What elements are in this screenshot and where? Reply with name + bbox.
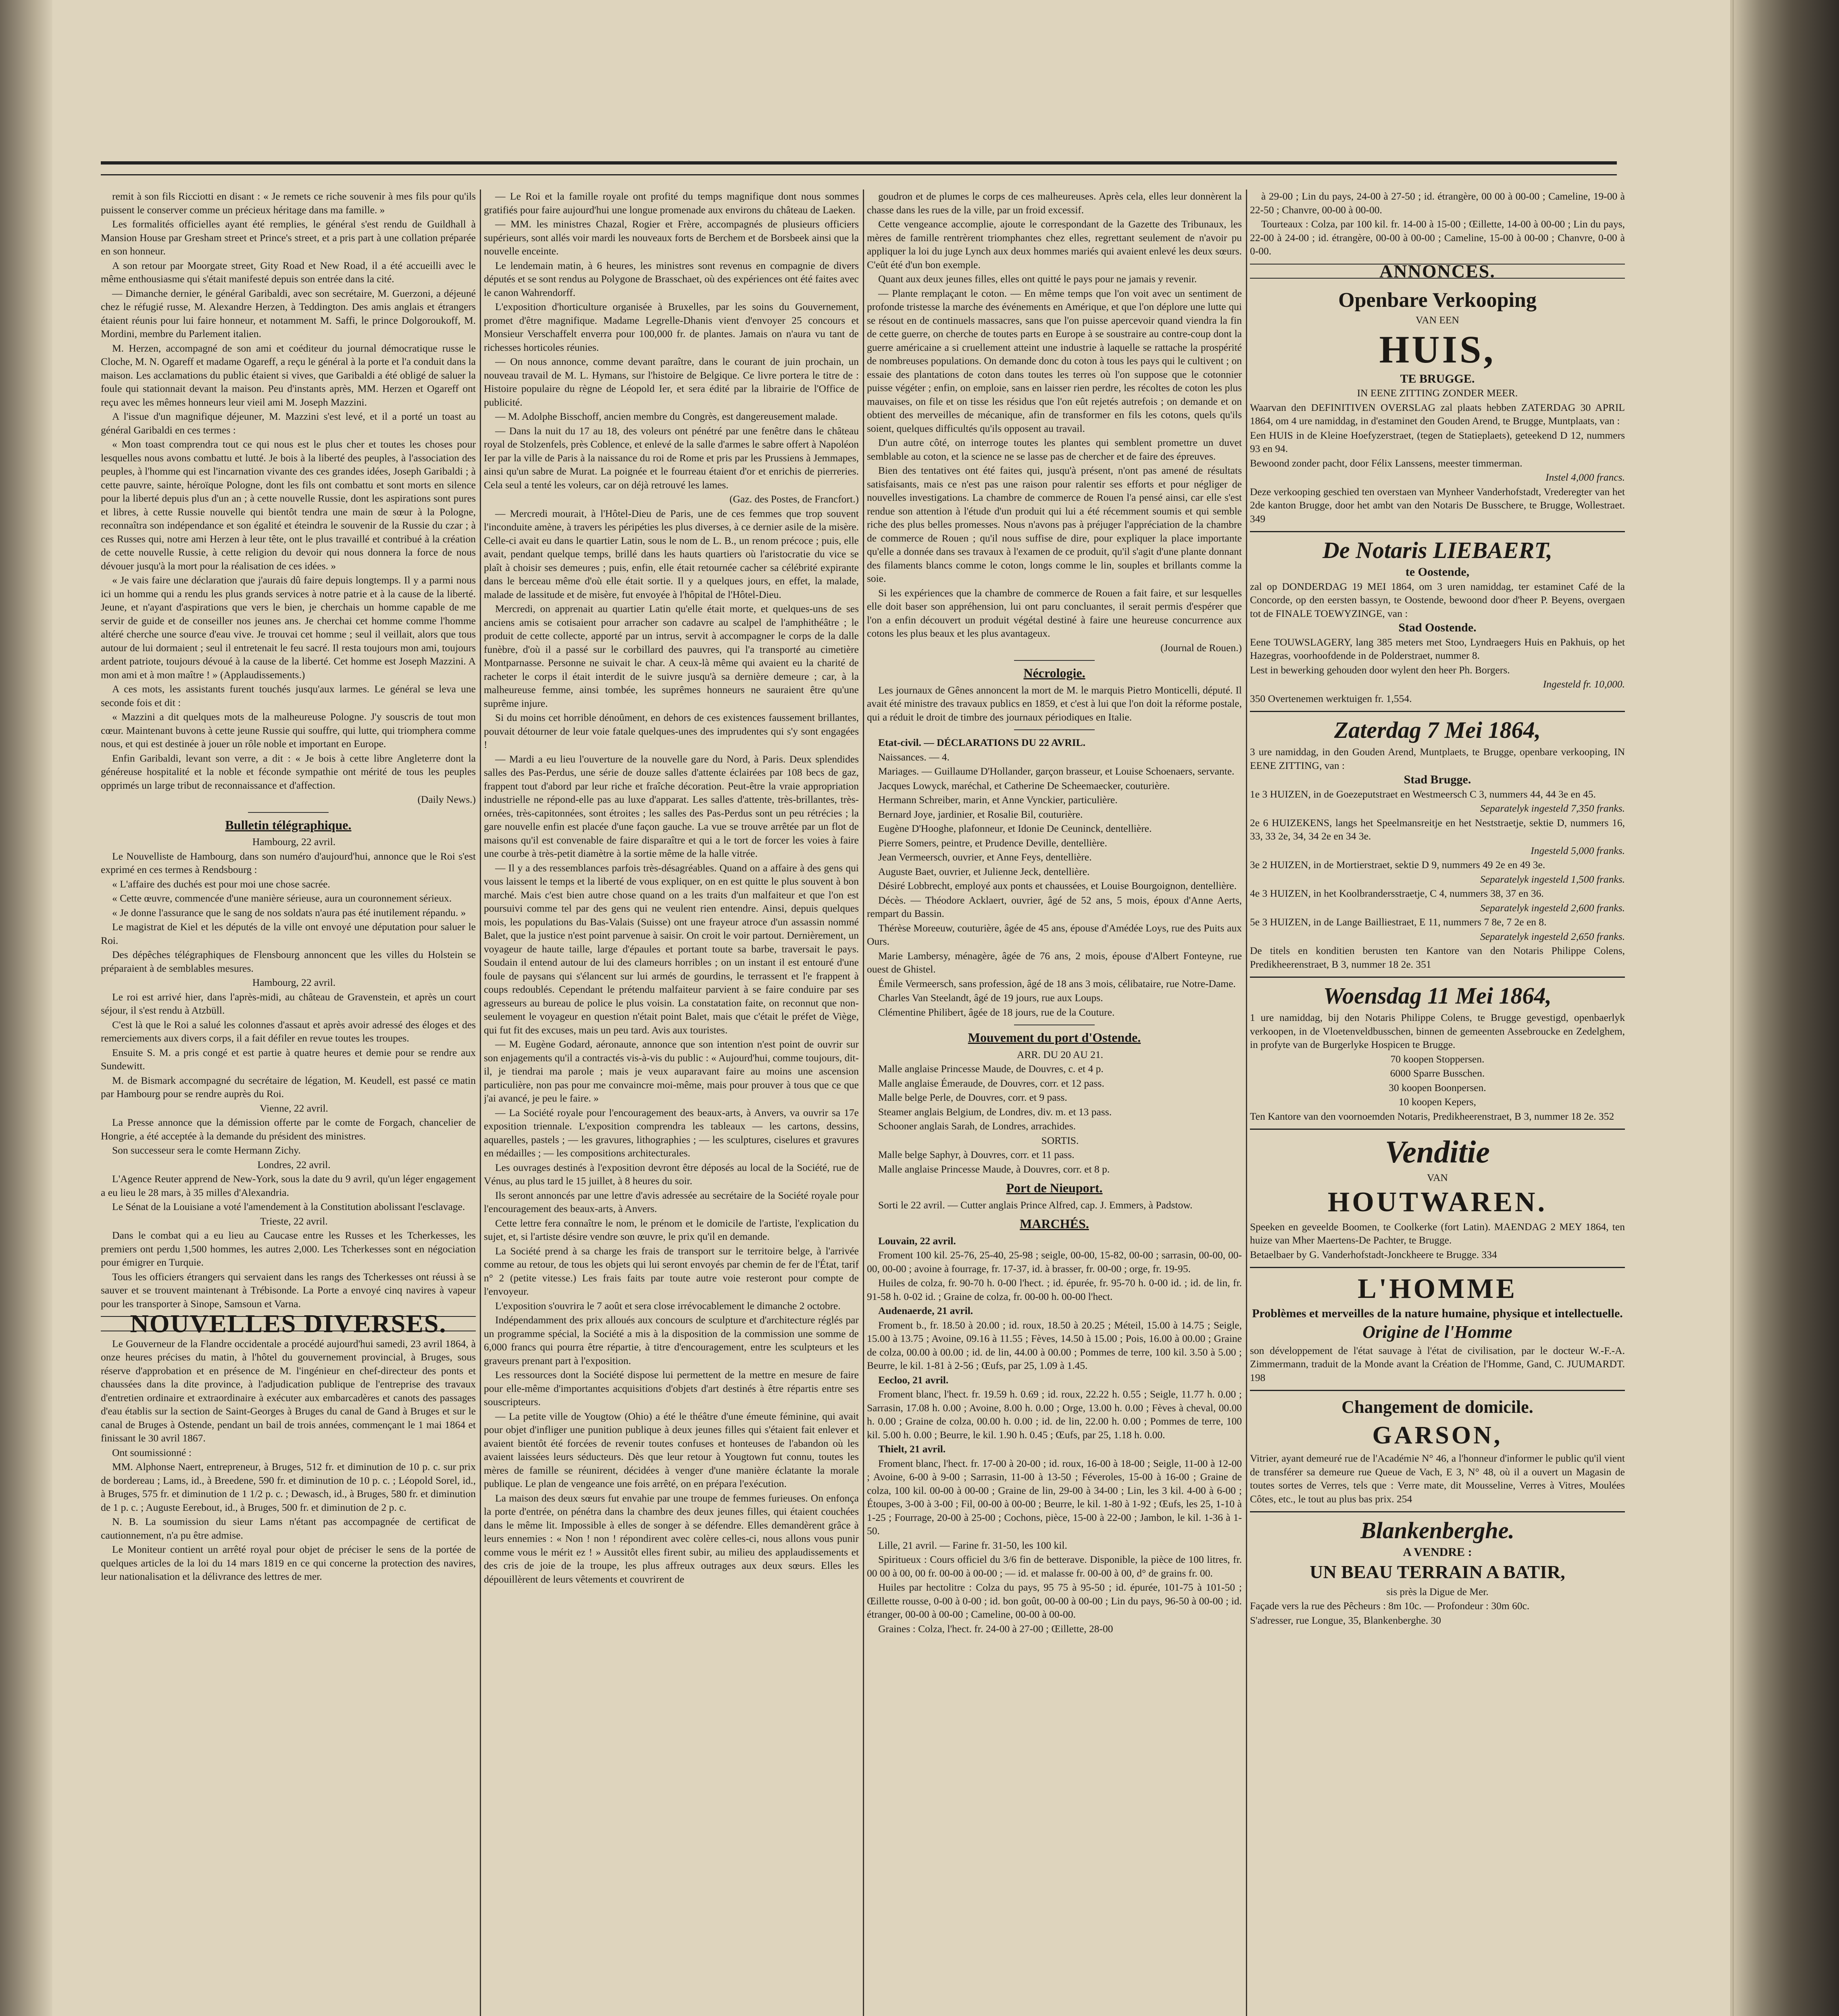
paragraph: M. de Bismark accompagné du secrétaire de légation, M. Keudell, est passé ce matin par Hambourg pour se rendre auprès du Roi. [101, 1074, 476, 1100]
ad-headline: GARSON, [1372, 1422, 1503, 1449]
paragraph: Cette vengeance accomplie, ajoute le correspondant de la Gazette des Tribunaux, les mères de famille rentrèrent triomphantes chez elles, regrettant seulement de n'avoir pu appliquer la loi du juge Lynch aux deux hommes mariés qui avaient enlevé les deux sœurs. C'eût été d'un bon exemple. [867, 218, 1242, 271]
subheading: SORTIS. [1041, 1134, 1079, 1146]
paragraph: Enfin Garibaldi, levant son verre, a dit : « Je bois à cette libre Angleterre dont la généreuse hospitalité et la noble et féconde sympathie ont mérité de tous les peuples opprimés un large tribut de reconnaissance et d'affection. [101, 752, 476, 791]
paragraph: Froment b., fr. 18.50 à 20.00 ; id. roux, 18.50 à 20.25 ; Méteil, 15.00 à 14.75 ; Seigle, 15.00 à 13.75 ; Avoine, 09.16 à 11.55 ; Fèves, 14.50 à 15.00 ; Pois, 16.00 à 00.00 ; Graine de colza, 00.00 à 00.00 ; id. de lin, 44.00 à 00.00 ; Pommes de terre, 100 kil. 3.50 à 5.00 ; Beurre, le kil. 1-81 à 2-56 ; Œufs, par 25, 1.09 à 1.45. [867, 1319, 1242, 1371]
paragraph: Lille, 21 avril. — Farine fr. 31-50, les 100 kil. [878, 1539, 1067, 1551]
section-heading-port-nieuport: Port de Nieuport. [1006, 1181, 1103, 1195]
ad-text: De titels en konditien berusten ten Kantore van den Notaris Philippe Colens, Predikheerenstraet, B 3, nummer 18 2e. 351 [1250, 945, 1625, 970]
ad-line: 10 koopen Kepers, [1399, 1096, 1476, 1108]
subheading: ARR. DU 20 AU 21. [1017, 1048, 1103, 1060]
section-heading-necrologie: Nécrologie. [1023, 666, 1085, 680]
paragraph: Ensuite S. M. a pris congé et est partie à quatre heures et demie pour se rendre aux Sundewitt. [101, 1046, 476, 1072]
paragraph: Tourteaux : Colza, par 100 kil. fr. 14-00 à 15-00 ; Œillette, 14-00 à 00-00 ; Lin du pays, 22-00 à 24-00 ; id. étrangère, 00-00 à 00-00 ; Cameline, 15-00 à 00-00 ; Chanvre, 0-00 à 0-00. [1250, 218, 1625, 257]
ad-subtitle: TE BRUGGE. [1400, 372, 1475, 385]
paragraph: Dans le combat qui a eu lieu au Caucase entre les Russes et les Tcherkesses, les premiers ont perdu 1,500 hommes, les autres 2,000. Les Tcherkesses sont en négociation pour émigrer en Turquie. [101, 1229, 476, 1268]
ad-price: Ingesteld 5,000 franks. [1531, 844, 1625, 856]
paragraph: Hermann Schreiber, marin, et Anne Vynckier, particulière. [878, 794, 1118, 806]
paragraph: Malle anglaise Princesse Maude, de Douvres, c. et 4 p. [878, 1063, 1104, 1075]
separator-rule [1014, 729, 1095, 730]
advertisement-homme [1250, 1268, 1625, 1391]
paragraph: « Cette œuvre, commencée d'une manière sérieuse, aura un couronnement sérieux. [112, 892, 452, 904]
source-credit: (Gaz. des Postes, de Francfort.) [729, 493, 859, 505]
ad-price: Separatelyk ingesteld 1,500 franks. [1480, 873, 1625, 885]
paragraph: — Mardi a eu lieu l'ouverture de la nouvelle gare du Nord, à Paris. Deux splendides salles des Pas-Perdus, une série de douze salles d'attente éclairées par 108 becs de gaz, frappent tout d'abord par leur riche et fraîche décoration. Peut-être la vraie appropriation industrielle ne répond-elle pas au luxe d'apparat. Les salles d'attente, très-brillantes, très-ornées, très-capitonnées, sont étroites ; les salles des Pas-Perdus sont un peu rétrécies ; la gare nouvelle enfin est placée d'une façon gauche. La vue se trouve arrêtée par un flot de maisons qu'il est convenable de faire disparaître et qui a le tort de forcer les voies à faire une courbe à très-petit diamètre à la sortie même de la halle vitrée. [484, 753, 859, 859]
paragraph: « L'affaire des duchés est pour moi une chose sacrée. [112, 878, 330, 890]
paragraph: Quant aux deux jeunes filles, elles ont quitté le pays pour ne jamais y revenir. [878, 273, 1197, 285]
paragraph: Mariages. — Guillaume D'Hollander, garçon brasseur, et Louise Schoenaers, servante. [878, 765, 1235, 777]
paragraph: La Société prend à sa charge les frais de transport sur le territoire belge, à l'arrivée comme au retour, de tous les objets qui lui seront envoyés par chemin de fer de l'État, tarif n° 2 (petite vitesse.) Les frais faits par toute autre voie resteront pour compte de l'envoyeur. [484, 1245, 859, 1297]
top-rule [101, 161, 1617, 175]
market-city: Thielt, 21 avril. [878, 1443, 946, 1455]
paragraph: Malle anglaise Émeraude, de Douvres, corr. et 12 pass. [878, 1077, 1104, 1089]
ad-price: Separatelyk ingesteld 7,350 franks. [1480, 802, 1625, 814]
paragraph: Ont soumissionné : [112, 1446, 192, 1458]
ad-text: 5e 3 HUIZEN, in de Lange Bailliestraet, E 11, nummers 7 8e, 7 2e en 8. [1250, 916, 1547, 928]
ad-text: S'adresser, rue Longue, 35, Blankenberghe. 30 [1250, 1614, 1441, 1626]
newspaper-page [101, 129, 1625, 2016]
paragraph: Le lendemain matin, à 6 heures, les ministres sont revenus en compagnie de divers députés et se sont rendus au Polygone de Brasschaet, où des expériences ont été faites avec le canon Wahrendorff. [484, 259, 859, 298]
ad-text: Bewoond zonder pacht, door Félix Lanssens, meester timmerman. [1250, 457, 1522, 469]
paragraph: Auguste Baet, ouvrier, et Julienne Jeck, dentellière. [878, 865, 1090, 877]
advertisement-liebaert [1250, 532, 1625, 712]
separator-rule [1014, 660, 1095, 661]
ad-title: Openbare Verkooping [1338, 289, 1537, 312]
paragraph: Huiles de colza, fr. 90-70 h. 0-00 l'hect. ; id. épurée, fr. 95-70 h. 0-00 id. ; id. de lin, fr. 91-58 h. 0-02 id. ; Graine de colza, fr. 00-00 h. 00-00 l'hect. [867, 1277, 1242, 1302]
ad-subtitle: Problèmes et merveilles de la nature humaine, physique et intellectuelle. [1252, 1307, 1623, 1320]
ad-text: Deze verkooping geschied ten overstaen van Mynheer Vanderhofstadt, Vrederegter van het 2de kanton Brugge, door het ambt van den Notaris De Busschere, te Brugge, Wollestraet. 349 [1250, 485, 1625, 525]
paragraph: Malle belge Saphyr, à Douvres, corr. et 11 pass. [878, 1149, 1075, 1160]
dateline: Vienne, 22 avril. [260, 1102, 328, 1114]
paragraph: A l'issue d'un magnifique déjeuner, M. Mazzini s'est levé, et il a porté un toast au général Garibaldi en ces termes : [101, 410, 476, 436]
ad-price: Ingesteld fr. 10,000. [1543, 678, 1625, 690]
section-heading-port-ostende: Mouvement du port d'Ostende. [968, 1030, 1141, 1045]
paragraph: L'Agence Reuter apprend de New-York, sous la date du 9 avril, qu'un léger engagement a eu lieu le 28 mars, à 35 milles d'Alexandria. [101, 1173, 476, 1198]
ad-subtitle: VAN EEN [1416, 314, 1459, 326]
source-credit: (Journal de Rouen.) [1160, 641, 1242, 654]
column-separator [480, 190, 481, 2016]
paragraph: Indépendamment des prix alloués aux concours de sculpture et d'architecture réglés par un programme spécial, la Société a mis à la disposition de la commission une somme de 6,000 francs qui pourra être répartie, à titre d'encouragement, entre les sculpteurs et les graveurs prenant part à l'exposition. [484, 1314, 859, 1366]
paragraph: Les journaux de Gênes annoncent la mort de M. le marquis Pietro Monticelli, député. Il avait été ministre des travaux publics en 1859, et c'est à lui que l'on doit la réforme postale, qui a réduit le droit de timbre des journaux périodiques en Italie. [867, 684, 1242, 723]
paragraph: — MM. les ministres Chazal, Rogier et Frère, accompagnés de plusieurs officiers supérieurs, sont allés voir mardi les nouveaux forts de Berchem et de Borsbeek ainsi que la nouvelle enceinte. [484, 218, 859, 257]
ad-text: 2e 6 HUIZEKENS, langs het Speelmansreitje en het Neststraetje, sektie D, nummers 16, 33, 33 2e, 34, 34 2e en 34 3e. [1250, 816, 1625, 842]
ad-headline: UN BEAU TERRAIN A BATIR, [1310, 1561, 1565, 1582]
ad-text: 3e 2 HUIZEN, in de Mortierstraet, sektie D 9, nummers 49 2e en 49 3e. [1250, 859, 1545, 871]
ad-text: Speeken en geveelde Boomen, te Coolkerke (fort Latin). MAENDAG 2 MEY 1864, ten huize van Mher Maertens-De Pachter, te Brugge. [1250, 1220, 1625, 1246]
ad-text: 350 Overtenemen werktuigen fr. 1,554. [1250, 692, 1412, 704]
ad-text: Een HUIS in de Kleine Hoefyzerstraet, (tegen de Statieplaets), geteekend D 12, nummers 93 en 94. [1250, 429, 1625, 454]
paragraph: Froment 100 kil. 25-76, 25-40, 25-98 ; seigle, 00-00, 15-82, 00-00 ; sarrasin, 00-00, 00-00, 00-00 ; avoine à fourrage, fr. 17-37, id. à brasser, fr. 00-00 ; orge, fr. 19-95. [867, 1249, 1242, 1275]
column-4 [1250, 190, 1625, 2016]
paragraph: « Mazzini a dit quelques mots de la malheureuse Pologne. J'y souscris de tout mon cœur. Maintenant buvons à cette jeune Russie qui souffre, qui lutte, qui triomphera comme nous, et qui est destinée à jouer un rôle noble et important en Europe. [101, 711, 476, 750]
paragraph: Bernard Joye, jardinier, et Rosalie Bil, couturière. [878, 808, 1083, 820]
paragraph: « Je donne l'assurance que le sang de nos soldats n'aura pas été inutilement répandu. » [112, 906, 466, 918]
ad-title: Origine de l'Homme [1362, 1322, 1512, 1342]
advertisement-woensdag [1250, 978, 1625, 1130]
paragraph: Marie Lambersy, ménagère, âgée de 76 ans, 2 mois, épouse d'Albert Fonteyne, rue ouest de Ghistel. [867, 950, 1242, 975]
paragraph: C'est là que le Roi a salué les colonnes d'assaut et après avoir adressé des éloges et des remerciements aux divers corps, il a fait défiler en revue toutes les troupes. [101, 1018, 476, 1044]
advertisement-blankenberghe [1250, 1512, 1625, 1633]
paragraph: — Dimanche dernier, le général Garibaldi, avec son secrétaire, M. Guerzoni, a déjeuné chez le réfugié russe, M. Alexandre Herzen, à Teddington. Des amis anglais et étrangers étaient réunis pour lui faire honneur, et notamment M. Saffi, le prince Dolgoroukoff, M. Mordini, membre du Parlement italien. [101, 287, 476, 339]
ad-subtitle: te Oostende, [1405, 565, 1470, 579]
paragraph: Les ressources dont la Société dispose lui permettent de la mettre en mesure de faire pour elle-même d'importantes acquisitions d'objets d'art destinés à être répartis entre ses souscripteurs. [484, 1369, 859, 1408]
ad-line: 30 koopen Boonpersen. [1389, 1081, 1486, 1093]
column-2 [484, 190, 859, 2016]
paragraph: Schooner anglais Sarah, de Londres, arrachides. [878, 1120, 1076, 1132]
paragraph: Steamer anglais Belgium, de Londres, div. m. et 13 pass. [878, 1106, 1112, 1118]
ad-price: Separatelyk ingesteld 2,600 franks. [1480, 902, 1625, 914]
ad-subtitle: Stad Oostende. [1398, 621, 1477, 634]
paragraph: Le Nouvelliste de Hambourg, dans son numéro d'aujourd'hui, annonce que le Roi s'est exprimé en ces termes à Rendsbourg : [101, 850, 476, 875]
paragraph: — La petite ville de Yougtow (Ohio) a été le théâtre d'une émeute féminine, qui avait pour objet d'infliger une punition publique à deux jeunes filles qui s'étaient fait enlever et avaient bientôt été forcées de revenir toutes confuses et honteuses de l'abandon où les avaient laissées leurs séducteurs. Dès que leur retour à Yougtown fut connu, toutes les mères de famille se réunirent, décidées à venger d'une manière éclatante la morale publique. Le plan de vengeance une fois arrêté, on en prépara l'exécution. [484, 1410, 859, 1489]
paragraph: Thérèse Moreeuw, couturière, âgée de 45 ans, épouse d'Amédée Loys, rue des Puits aux Ours. [867, 922, 1242, 947]
ad-subtitle: A VENDRE : [1403, 1545, 1472, 1559]
ad-text: Eene TOUWSLAGERY, lang 385 meters met Stoo, Lyndraegers Huis en Pakhuis, op het Hazegras, voorhoofdende in de Polderstraet, nummer 8. [1250, 636, 1625, 661]
ad-headline: HUIS, [1379, 327, 1496, 371]
column-3 [867, 190, 1242, 2016]
advertisement-garson [1250, 1391, 1625, 1512]
ad-subtitle: VAN [1427, 1172, 1448, 1183]
paragraph: Eugène D'Hooghe, plafonneur, et Idonie De Ceuninck, dentellière. [878, 823, 1152, 834]
paragraph: Spiritueux : Cours officiel du 3/6 fin de betterave. Disponible, la pièce de 100 litres, fr. 00 00 à 00, 00 fr. 00-00 à 00-00 ; — id. et malasse fr. 00-00 à 00, d° de grains fr. 00. [867, 1554, 1242, 1579]
paragraph: Si les expériences que la chambre de commerce de Rouen a fait faire, et sur lesquelles elle doit baser son appréhension, lui ont paru concluantes, il serait permis d'espérer que l'on a enfin découvert un produit végétal destiné à faire une heureuse concurrence aux cotons les plus beaux et les plus avantageux. [867, 587, 1242, 639]
ad-text: Ten Kantore van den voornoemden Notaris, Predikheerenstraet, B 3, nummer 18 2e. 352 [1250, 1110, 1614, 1122]
paragraph: Sorti le 22 avril. — Cutter anglais Prince Alfred, cap. J. Emmers, à Padstow. [878, 1199, 1193, 1211]
ad-text: 4e 3 HUIZEN, in het Koolbrandersstraetje, C 4, nummers 38, 37 en 36. [1250, 887, 1544, 899]
paragraph: Les ouvrages destinés à l'exposition devront être déposés au local de la Société, rue de Vénus, au plus tard le 15 juillet, à 8 heures du soir. [484, 1161, 859, 1187]
paragraph: Froment blanc, l'hect. fr. 19.59 h. 0.69 ; id. roux, 22.22 h. 0.55 ; Seigle, 11.77 h. 0.00 ; Sarrasin, 17.08 h. 0.00 ; Avoine, 8.00 h. 0.00 ; Orge, 13.00 h. 0.00 ; Fèves à cheval, 00.00 h. 0.00 ; Graine de colza, 00.00 h. 0.00 ; id. de lin, 22.00 h. 0.00 ; Pommes de terre, 100 kil. 5.00 h. 0.00 ; Beurre, le kil. 1.90 h. 0.45 ; Œufs, par 25, 1.18 h. 0.00. [867, 1388, 1242, 1441]
ad-text: 1e 3 HUIZEN, in de Goezeputstraet en Westmeersch C 3, nummers 44, 44 3e en 45. [1250, 788, 1596, 800]
paragraph: Cette lettre fera connaître le nom, le prénom et le domicile de l'artiste, l'explication du sujet, et, si l'artiste désire vendre son œuvre, le prix qu'il en demande. [484, 1217, 859, 1242]
paragraph: — Dans la nuit du 17 au 18, des voleurs ont pénétré par une fenêtre dans le château royal de Stolzenfels, près Coblence, et enlevé de la salle d'armes le sabre offert à Napoléon Ier par la ville de Paris à la naissance du roi de Rome et pris par les Prussiens à Jemmapes, ainsi qu'un sabre de Murat. La poignée et le fourreau étaient d'or et enrichis de pierreries. Cela seul a tenté les voleurs, car on déjà retrouvé les lames. [484, 425, 859, 491]
paragraph: Graines : Colza, l'hect. fr. 24-00 à 27-00 ; Œillette, 28-00 [878, 1622, 1113, 1635]
paragraph: Des dépêches télégraphiques de Flensbourg annoncent que les villes du Holstein se préparaient à de semblables mesures. [101, 949, 476, 974]
paragraph: — Mercredi mourait, à l'Hôtel-Dieu de Paris, une de ces femmes que trop souvent l'inconduite amène, à travers les péripéties les plus diverses, à ce dernier asile de la misère. Celle-ci avait eu dans le quartier Latin, sous le nom de L. B., un renom précoce ; puis, elle avait, pendant quelque temps, brillé dans les hauts quartiers où l'aristocratie du vice se plaît à choisir ses demeures ; puis, enfin, elle était retournée cacher sa célébrité expirante dans le berceau même d'où elle était sortie. Il y a quelques jours, en effet, la malade, malade de lassitude et de misère, fut envoyée à l'hôpital de l'Hôtel-Dieu. [484, 507, 859, 600]
dateline: Hambourg, 22 avril. [252, 977, 336, 988]
paragraph: Clémentine Philibert, âgée de 18 jours, rue de la Couture. [878, 1006, 1115, 1018]
paragraph: — La Société royale pour l'encouragement des beaux-arts, à Anvers, va ouvrir sa 17e exposition triennale. L'exposition comprendra les tableaux — les cartons, dessins, aquarelles, pastels ; — les gravures, lithographies ; — les sculptures, ciselures et gravures en médailles ; — les compositions architecturales. [484, 1106, 859, 1159]
paragraph: Le roi est arrivé hier, dans l'après-midi, au château de Gravenstein, et après un court séjour, il s'est rendu à Atzbüll. [101, 991, 476, 1016]
ad-headline: L'HOMME [1358, 1273, 1517, 1304]
ad-title: Changement de domicile. [1341, 1397, 1533, 1417]
ad-line: 6000 Sparre Busschen. [1390, 1067, 1485, 1079]
left-binding-edge [0, 0, 52, 2016]
paragraph: Désiré Lobbrecht, employé aux ponts et chaussées, et Louise Bourgoignon, dentellière. [878, 880, 1237, 891]
section-heading-marches: MARCHÉS. [1020, 1216, 1089, 1231]
source-credit: (Daily News.) [417, 793, 476, 805]
ad-subtitle: Stad Brugge. [1404, 773, 1471, 786]
market-city: Eecloo, 21 avril. [878, 1374, 949, 1386]
column-separator [1246, 190, 1247, 2016]
ad-text: 1 ure namiddag, bij den Notaris Philippe Colens, te Brugge gevestigd, openbaerlyk verkoopen, in de Vloetenveldbusschen, binnen de gemeenten Assebroucke en Zedelghem, in profyte van de Burgerlyke Hospicen te Brugge. [1250, 1012, 1625, 1050]
dateline: Trieste, 22 avril. [260, 1215, 328, 1227]
paragraph: Malle anglaise Princesse Maude, à Douvres, corr. et 8 p. [878, 1163, 1110, 1175]
separator-rule [248, 812, 329, 813]
ad-subtitle: sis près la Digue de Mer. [1386, 1585, 1489, 1597]
paragraph: L'exposition d'horticulture organisée à Bruxelles, par les soins du Gouvernement, promet d'être magnifique. Madame Legrelle-Dhanis vient d'envoyer 25 concours et Monsieur Verschaffelt enverra pour 100,000 fr. de plantes. Jamais on n'aura vu tant de richesses horticoles réunies. [484, 301, 859, 353]
paragraph: Charles Van Steelandt, âgé de 19 jours, rue aux Loups. [878, 992, 1103, 1004]
ad-title: De Notaris LIEBAERT, [1322, 537, 1552, 563]
ad-text: Waarvan den DEFINITIVEN OVERSLAG zal plaats hebben ZATERDAG 30 APRIL 1864, om 4 ure namiddag, in d'estaminet den Gouden Arend, te Brugge, Muntplaats, van : [1250, 401, 1625, 427]
paragraph: Malle belge Perle, de Douvres, corr. et 9 pass. [878, 1091, 1067, 1103]
ad-subtitle: IN EENE ZITTING ZONDER MEER. [1357, 387, 1518, 399]
paragraph: D'un autre côté, on interroge toutes les plantes qui semblent promettre un duvet semblable au coton, et la science ne se lasse pas de chercher et de faire des épreuves. [867, 437, 1242, 462]
paragraph: — M. Eugène Godard, aéronaute, annonce que son intention n'est point de ouvrir sur son enjagements qu'il a contractés vis-à-vis du public : « Aujourd'hui, comme toujours, dit-il, je tiendrai ma parole ; mais je veux auparavant faire au moins une ascension particulière, non pas pour me convaincre moi-même, mais pour prouver à tous que ce que j'ai avancé, je peu le faire. » [484, 1038, 859, 1104]
paragraph: Le Moniteur contient un arrêté royal pour objet de préciser le sens de la portée de quelques articles de la loi du 14 mars 1819 en ce qui concerne la protection des navires, leur nationalisation et la délivrance des lettres de mer. [101, 1543, 476, 1582]
ad-text: Lest in bewerking gehouden door wylent den heer Ph. Borgers. [1250, 664, 1510, 676]
paragraph: Froment blanc, l'hect. fr. 17-00 à 20-00 ; id. roux, 16-00 à 18-00 ; Seigle, 11-00 à 12-00 ; Avoine, 6-00 à 9-00 ; Sarrasin, 11-00 à 13-50 ; Féveroles, 15-00 à 16-00 ; Graine de colza, 100 kil. 00-00 à 00-00 ; Graine de lin, 29-00 à 34-00 ; Lin, les 3 kil. 4-00 à 6-00 ; Étoupes, 3-00 à 3-00 ; Fil, 00-00 à 00-00 ; Beurre, le kil. 1-80 à 1-92 ; Œufs, les 25, 1-10 à 1-25 ; Fourrage, 20-00 à 25-00 ; Cochons, pièce, 15-00 à 22-00 ; Jambon, le kil. 1-36 à 1-50. [867, 1457, 1242, 1537]
paragraph: — Il y a des ressemblances parfois très-désagréables. Quand on a affaire à des gens qui vous laissent le temps et la liberté de vous expliquer, on en est quitte le plus souvent à bon marché. Mais c'est bien autre chose quand on a les traits d'un malfaiteur et que l'on est poursuivi comme tel par des gens qui ne veulent rien entendre. Ainsi, depuis quelques mois, les populations du Bas-Valais (Suisse) ont une frayeur atroce d'un assassin nommé Balet, que la justice n'est point parvenue à saisir. On croit le voir partout. Dernièrement, un voyageur de haute taille, large d'épaules et portant toute sa barbe, traversait le pays. Soudain il entend autour de lui des clameurs horribles ; on un instant il est entouré d'une foule de paysans qui s'élancent sur lui armés de gourdins, le terrassent et l'e frappent à coups redoublés. Cependant le prétendu malfaiteur parvient à se faire conduire par ses agresseurs au bureau de police le plus voisin. La constatation faite, on reconnut que non-seulement le voyageur en question n'était point Balet, mais que c'était le préfet de Viège, qui fut fit des excuses, mais un peu tard. Avis aux touristes. [484, 862, 859, 1036]
paragraph: — On nous annonce, comme devant paraître, dans le courant de juin prochain, un nouveau travail de M. L. Hymans, sur l'histoire de Belgique. Ce livre portera le titre de : Histoire populaire du règne de Léopold Ier, et sera édité par la librairie de l'Office de publicité. [484, 356, 859, 408]
paragraph: N. B. La soumission du sieur Lams n'étant pas accompagnée de certificat de cautionnement, n'a pu être admise. [101, 1516, 476, 1541]
paragraph: Émile Vermeersch, sans profession, âgé de 18 ans 3 mois, célibataire, rue Notre-Dame. [878, 977, 1236, 989]
paragraph: Jean Vermeersch, ouvrier, et Anne Feys, dentellière. [878, 851, 1092, 863]
book-spine [1734, 0, 1839, 2016]
ad-text: son développement de l'état sauvage à l'état de civilisation, par le docteur W.-F.-A. Zimmermann, traduit de la Monde avant la Création de l'Homme, Gand, C. JUUMARDT. 198 [1250, 1344, 1625, 1383]
paragraph: La Presse annonce que la démission offerte par le comte de Forgach, chancelier de Hongrie, a été acceptée à la demande du président des ministres. [101, 1116, 476, 1142]
paragraph: A ces mots, les assistants furent touchés jusqu'aux larmes. Le général se leva une seconde fois et dit : [101, 683, 476, 708]
paragraph: « Je vais faire une déclaration que j'aurais dû faire depuis longtemps. Il y a parmi nous ici un homme qui a rendu les plus grands services à notre patrie et à la cause de la liberté. Jeune, et n'ayant d'aspirations que vers le bien, je cherchais un homme capable de me servir de guide et de conseiller nos jeunes ans. Je cherchai cet homme comme l'homme altéré cherche une source d'eau vive. Je trouvai cet homme ; seul il veillait, alors que tous autour de lui dormaient ; seul il entretenait le feu sacré. Il resta toujours mon ami, toujours ardent patriote, toujours dévoué à la cause de la liberté. Cet homme est Joseph Mazzini. A mon ami et à mon maître ! » (Applaudissements.) [101, 574, 476, 681]
dateline: Londres, 22 avril. [257, 1158, 331, 1170]
paragraph: Si du moins cet horrible dénoûment, en dehors de ces existences faussement brillantes, pouvait détourner de leur voie fatale quelques-unes des imprudentes qui s'y sont engagées ! [484, 712, 859, 750]
paragraph: « Mon toast comprendra tout ce qui nous est le plus cher et toutes les choses pour lesquelles nous avons combattu et lutté. Je bois à la liberté des peuples, à l'association des peuples, à l'homme qui est l'incarnation vivante des ces grandes idées, Joseph Garibaldi ; à cette pauvre, sainte, héroïque Pologne, dont les fils ont combattu et sont morts en silence pour la liberté depuis plus d'un an ; à cette nouvelle Russie, dont les aspirations sont pures et libres, à cette Russie nouvelle qui bientôt tendra une main de sœur à la Pologne, reconnaîtra son indépendance et son égalité et éteindra le souvenir de la Russie du czar ; à ces Russes qui, notre ami Herzen à leur tête, ont le plus travaillé et contribué à la création de cette nouvelle Russie, à cette religion du devoir qui nous donnera la force de nous dévouer jusqu'à la mort pour la réalisation de ces idées. » [101, 438, 476, 572]
paragraph: Naissances. — 4. [878, 751, 950, 763]
paragraph: — Plante remplaçant le coton. — En même temps que l'on voit avec un sentiment de profonde tristesse la marche des événements en Amérique, et que l'on déplore une lutte qui se résout en de continuels massacres, sans que l'on puisse apercevoir quand viendra la fin de cette guerre, on cherche de toutes parts en Europe à se soustraire au contre-coup dont la guerre américaine a si cruellement atteint une industrie à laquelle se rattache la prospérité de nombreuses populations. On demande donc du coton à tous les pays qui le cultivent ; on essaie des plantations de coton dans toutes les terres où l'on suppose que le cotonnier puisse végéter ; enfin, on emploie, sans en laisser rien perdre, les récoltes de coton les plus mauvaises, on file et on tisse les résidus que l'on eût rejetés autrefois ; on demande et on obtient des merveilles de mécanique, afin de transformer en fils les cotons, quels qu'ils soient, quelques difficultés qu'ils opposent au travail. [867, 287, 1242, 434]
paragraph: Décès. — Théodore Acklaert, ouvrier, âgé de 52 ans, 5 mois, époux d'Anne Aerts, rempart du Bassin. [867, 894, 1242, 919]
paragraph: Bien des tentatives ont été faites qui, jusqu'à présent, n'ont pas amené de résultats satisfaisants, mais ce n'est pas une raison pour ralentir ses efforts et pour négliger de nouvelles investigations. La chambre de commerce de Rouen l'a pensé ainsi, car elle s'est rendue son attention à l'étude d'un produit qui lui a été récemment soumis et qui semble riche des plus belles promesses. Nous n'avons pas à préjuger l'appréciation de la chambre de commerce de Rouen ; qu'il nous suffise de dire, pour expliquer la place importante qu'elle a donnée dans ses travaux à l'examen de ce produit, qu'il s'agit d'une plante donnant des filaments blancs comme le coton, longs comme le lin, souples et brillants comme la soie. [867, 464, 1242, 584]
ad-text: Betaelbaer by G. Vanderhofstadt-Jonckheere te Brugge. 334 [1250, 1248, 1497, 1260]
column-1 [101, 190, 476, 2016]
paragraph: — Le Roi et la famille royale ont profité du temps magnifique dont nous sommes gratifiés pour faire aujourd'hui une longue promenade aux environs du château de Laeken. [484, 190, 859, 216]
paragraph: Le Gouverneur de la Flandre occidentale a procédé aujourd'hui samedi, 23 avril 1864, à onze heures précises du matin, à l'hôtel du gouvernement provincial, à Bruges, sous réserve d'approbation et en présence de M. l'ingénieur en chef-directeur des ponts et chaussées dans la dite province, à l'adjudication publique de l'entreprise des travaux d'entretien ordinaire et extraordinaire à exécuter aux embarcadères et canots des passages d'eau établis sur la section de Saint-Georges à Bruges du canal de Gand à Bruges et sur le canal de Bruges à Ostende, pendant un bail de trois années, commençant le 1 mai 1864 et finissant le 30 avril 1867. [101, 1337, 476, 1444]
section-heading-nouvelles: NOUVELLES DIVERSES. [101, 1316, 476, 1331]
ad-text: zal op DONDERDAG 19 MEI 1864, om 3 uren namiddag, ter estaminet Café de la Concorde, op den eersten bassyn, te Oostende, bewoond door d'heer P. Beyens, overgaen tot de FINALE TOEWYZINGE, van : [1250, 580, 1625, 619]
ad-price: Separatelyk ingesteld 2,650 franks. [1480, 930, 1625, 942]
ad-price: Instel 4,000 francs. [1545, 471, 1625, 483]
paragraph: Son successeur sera le comte Hermann Zichy. [112, 1144, 301, 1156]
paragraph: A son retour par Moorgate street, Gity Road et New Road, il a été accueilli avec le même enthousiasme qui s'était manifesté depuis son entrée dans la cité. [101, 259, 476, 285]
section-heading-annonces: ANNONCES. [1250, 264, 1625, 279]
ad-title: Woensdag 11 Mei 1864, [1323, 983, 1552, 1009]
paragraph: M. Herzen, accompagné de son ami et coéditeur du journal démocratique russe le Cloche, M. N. Ogareff et madame Ogareff, a reçu le général à la porte et l'a conduit dans la maison. Les acclamations du public étaient si vives, que Garibaldi a été obligé de saluer la foule qui stationnait devant la maison. Peu d'instants après, MM. Herzen et Ogareff ont reçu avec les mêmes honneurs leur vieil ami M. Joseph Mazzini. [101, 342, 476, 408]
paragraph: Tous les officiers étrangers qui servaient dans les rangs des Tcherkesses ont réussi à se sauver et se trouvent maintenant à Trébisonde. La Porte a envoyé cinq navires à vapeur pour les transporter à Sinope, Samsoun et Varna. [101, 1270, 476, 1310]
market-city: Louvain, 22 avril. [878, 1235, 956, 1247]
ad-title: Zaterdag 7 Mei 1864, [1334, 717, 1541, 743]
paragraph: Le magistrat de Kiel et les députés de la ville ont envoyé une députation pour saluer le Roi. [101, 921, 476, 946]
ad-line: 70 koopen Stoppersen. [1390, 1053, 1485, 1065]
paragraph: remit à son fils Ricciotti en disant : « Je remets ce riche souvenir à mes fils pour qu'ils puissent le conserver comme un précieux héritage dans ma famille. » [101, 190, 476, 216]
paragraph: Huiles par hectolitre : Colza du pays, 95 75 à 95-50 ; id. épurée, 101-75 à 101-50 ; Œillette rousse, 0-00 à 0-00 ; id. bon goût, 00-00 à 00-00 ; Lin du pays, 96-50 à 00-00 ; id. étranger, 00-00 à 00-00 ; Cameline, 00-00 à 00-00. [867, 1581, 1242, 1620]
section-heading-etat-civil: Etat-civil. — DÉCLARATIONS DU 22 AVRIL. [878, 737, 1086, 748]
paragraph: MM. Alphonse Naert, entrepreneur, à Bruges, 512 fr. et diminution de 10 p. c. sur prix de bordereau ; Lams, id., à Breedene, 590 fr. et diminution de 10 p. c. ; Léopold Sorel, id., à Bruges, 575 fr. et diminution de 1 1/2 p. c. ; Dewasch, id., à Bruges, 580 fr. et diminution de 1 p. c. ; Auguste Eerebout, id., à Bruges, 500 fr. et diminution de 2 p. c. [101, 1461, 476, 1513]
paragraph: Les formalités officielles ayant été remplies, le général s'est rendu de Guildhall à Mansion House par Gresham street et Prince's street, et a pris part à une collation préparée en son honneur. [101, 218, 476, 257]
ad-headline: HOUTWAREN. [1327, 1186, 1547, 1218]
ad-title: Blankenberghe. [1360, 1517, 1514, 1543]
paragraph: goudron et de plumes le corps de ces malheureuses. Après cela, elles leur donnèrent la chasse dans les rues de la ville, par un froid excessif. [867, 190, 1242, 216]
ad-title: Venditie [1385, 1134, 1490, 1169]
section-heading-bulletin: Bulletin télégraphique. [225, 817, 352, 832]
paragraph: L'exposition s'ouvrira le 7 août et sera close irrévocablement le dimanche 2 octobre. [495, 1300, 841, 1312]
ad-text: Vitrier, ayant demeuré rue de l'Académie N° 46, a l'honneur d'informer le public qu'il vient de transférer sa demeure rue Queue de Vach, E 3, N° 48, où il a ouvert un Magasin de toutes sortes de Verres, tels que : Verre mate, dit Mousseline, Verres à Vitres, Moulées Côtes, etc., le tout au plus bas prix. 254 [1250, 1452, 1625, 1505]
ad-text: 3 ure namiddag, in den Gouden Arend, Muntplaets, te Brugge, openbare verkooping, IN EENE ZITTING, van : [1250, 746, 1625, 771]
advertisement-zaterdag [1250, 712, 1625, 978]
paragraph: — M. Adolphe Bisschoff, ancien membre du Congrès, est dangereusement malade. [495, 410, 838, 422]
paragraph: Pierre Somers, peintre, et Prudence Deville, dentellière. [878, 837, 1107, 849]
ad-text: Façade vers la rue des Pêcheurs : 8m 10c. — Profondeur : 30m 60c. [1250, 1600, 1530, 1612]
advertisement-huis [1250, 284, 1625, 532]
paragraph: Le Sénat de la Louisiane a voté l'amendement à la Constitution abolissant l'esclavage. [112, 1201, 465, 1212]
paragraph: La maison des deux sœurs fut envahie par une troupe de femmes furieuses. On enfonça la porte d'entrée, on pénétra dans la chambre des deux jeunes filles, qui étaient couchées dans le même lit. Impossible à elles de songer à se défendre. Elles demandèrent grâce à leurs ennemies : « Non ! non ! répondirent avec colère celles-ci, nous allons vous punir comme vous le mérit ez ! » Aussitôt elles firent subir, au milieu des applaudissements et des cris de joie de la troupe, les plus affreux outrages aux deux sœurs. Elles les dépouillèrent de leurs vêtements et couvrirent de [484, 1492, 859, 1585]
column-separator [863, 190, 864, 2016]
paragraph: à 29-00 ; Lin du pays, 24-00 à 27-50 ; id. étrangère, 00 00 à 00-00 ; Cameline, 19-00 à 22-50 ; Chanvre, 00-00 à 00-00. [1250, 190, 1625, 216]
paragraph: Ils seront annoncés par une lettre d'avis adressée au secrétaire de la Société royale pour l'encouragement des beaux-arts, à Anvers. [484, 1189, 859, 1214]
advertisement-houtwaren [1250, 1130, 1625, 1268]
paragraph: Mercredi, on apprenait au quartier Latin qu'elle était morte, et quelques-uns de ses anciens amis se cotisaient pour arracher son cadavre au scalpel de l'amphithéâtre ; le produit de cette collecte, apporté par un intrus, servit à accompagner le corps de la dalle funèbre, d'où il a passé sur le corbillard des pauvres, qui l'a transporté au cimetière Montparnasse. Personne ne suivait le char. A ceux-là même qui avaient eu la charité de racheter le corps il était interdit de le suivre jusqu'à sa dernière demeure ; car, à la malheureuse femme, ainsi tombée, les suprêmes honneurs ne sauraient être qu'une suprême injure. [484, 603, 859, 709]
paragraph: Jacques Lowyck, maréchal, et Catherine De Scheemaecker, couturière. [878, 779, 1170, 791]
market-city: Audenaerde, 21 avril. [878, 1305, 973, 1316]
dateline: Hambourg, 22 avril. [252, 836, 336, 848]
